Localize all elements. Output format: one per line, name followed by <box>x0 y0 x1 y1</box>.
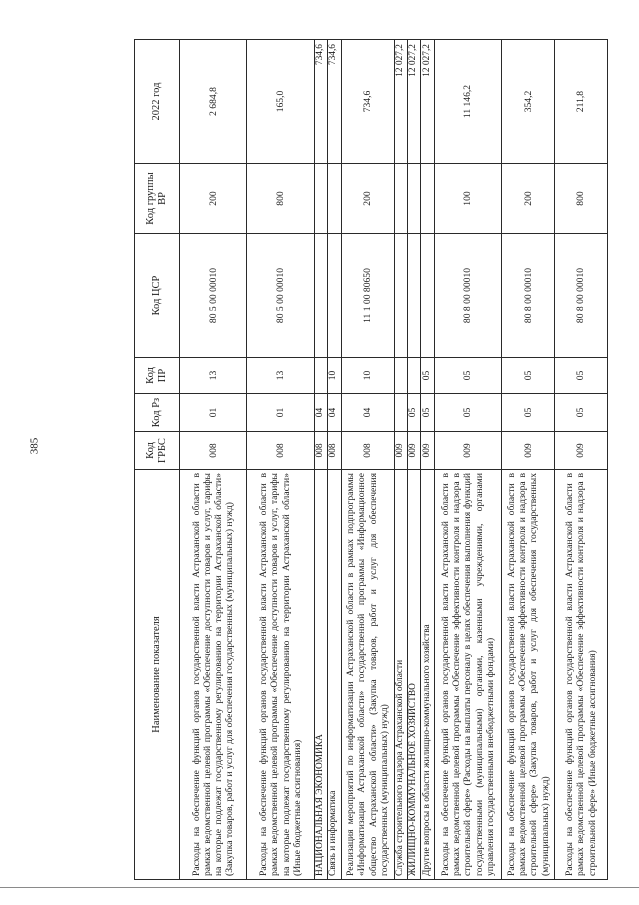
row-pr: 10 <box>328 358 341 394</box>
row-csr <box>407 234 420 358</box>
row-grbs: 009 <box>434 432 501 470</box>
row-name: Связь и информатика <box>328 470 341 880</box>
row-sum: 734,6 <box>341 40 394 164</box>
row-sum: 12 027,2 <box>394 40 407 164</box>
row-name: Расходы на обеспечение функций органов государственной власти Астраханской области в рамках ведомственной целевой программы «Обеспечение эффективности контроля и надзора в строительной сфере» (Расходы на выплаты персоналу в целях обеспечения выполнения функций государственными (муниципальными) органами, казенными учреждениями, органами управления государственными внебюджетными фондами) <box>434 470 501 880</box>
table-row <box>180 40 247 880</box>
row-sum: 354,2 <box>502 40 555 164</box>
row-sum: 211,8 <box>555 40 608 164</box>
row-grbs: 008 <box>328 432 341 470</box>
header-vr: Код группы ВР <box>135 164 180 234</box>
header-csr: Код ЦСР <box>135 234 180 358</box>
row-grbs: 009 <box>421 432 434 470</box>
row-rz: 05 <box>502 394 555 432</box>
row-grbs: 009 <box>407 432 420 470</box>
row-name: Другие вопросы в области жилищно-коммунального хозяйства <box>421 470 434 880</box>
row-csr <box>394 234 407 358</box>
row-pr: 10 <box>341 358 394 394</box>
table-row <box>247 40 314 880</box>
row-vr: 800 <box>555 164 608 234</box>
row-rz: 05 <box>434 394 501 432</box>
row-rz: 04 <box>341 394 394 432</box>
row-grbs: 008 <box>180 432 247 470</box>
row-name: Расходы на обеспечение функций органов государственной власти Астраханской области в рамках ведомственной целевой программы «Обеспечение доступности товаров и услуг, тарифы на которые подлежат государственному регулированию на территории Астраханской области» (Иные бюджетные ассигнования) <box>247 470 314 880</box>
row-grbs: 008 <box>314 432 327 470</box>
row-vr: 800 <box>247 164 314 234</box>
row-sum: 165,0 <box>247 40 314 164</box>
row-rz: 05 <box>421 394 434 432</box>
page-number: 385 <box>28 437 41 455</box>
row-rz <box>394 394 407 432</box>
row-pr: 05 <box>434 358 501 394</box>
header-name: Наименование показателя <box>135 470 180 880</box>
row-vr: 100 <box>434 164 501 234</box>
row-vr <box>421 164 434 234</box>
row-vr <box>314 164 327 234</box>
row-grbs: 009 <box>502 432 555 470</box>
row-sum: 12 027,2 <box>407 40 420 164</box>
row-vr <box>407 164 420 234</box>
header-rz: Код Рз <box>135 394 180 432</box>
row-pr <box>314 358 327 394</box>
table-row <box>434 40 501 880</box>
scan-edge-line <box>0 887 639 888</box>
table-row <box>341 40 394 880</box>
table-row <box>555 40 608 880</box>
budget-table <box>134 39 608 880</box>
row-sum: 11 146,2 <box>434 40 501 164</box>
table-row <box>421 40 434 880</box>
row-name: Расходы на обеспечение функций органов государственной власти Астраханской области в рамках ведомственной целевой программы «Обеспечение эффективности контроля и надзора в строительной сфере» (Иные бюджетные ассигнования) <box>555 470 608 880</box>
table-header-row <box>135 40 180 880</box>
row-name: НАЦИОНАЛЬНАЯ ЭКОНОМИКА <box>314 470 327 880</box>
row-sum: 734,6 <box>314 40 327 164</box>
row-csr: 80 8 00 00010 <box>555 234 608 358</box>
row-name: Служба строительного надзора Астраханской области <box>394 470 407 880</box>
row-sum: 734,6 <box>328 40 341 164</box>
row-pr: 05 <box>502 358 555 394</box>
row-pr <box>394 358 407 394</box>
row-name: Реализация мероприятий по информатизации Астраханской области в рамках подпрограммы «Информатизация Астраханской области» государственной программы «Информационное общество Астраханской области» (Закупка товаров, работ и услуг для обеспечения государственных (муниципальных) нужд) <box>341 470 394 880</box>
table-row <box>394 40 407 880</box>
header-grbs: Код ГРБС <box>135 432 180 470</box>
row-grbs: 008 <box>247 432 314 470</box>
row-name: Расходы на обеспечение функций органов государственной власти Астраханской области в рамках ведомственной целевой программы «Обеспечение эффективности контроля и надзора в строительной сфере» (Закупка товаров, работ и услуг для обеспечения государственных (муниципальных) нужд) <box>502 470 555 880</box>
row-csr: 80 5 00 00010 <box>247 234 314 358</box>
row-csr <box>421 234 434 358</box>
row-pr: 13 <box>180 358 247 394</box>
row-sum: 12 027,2 <box>421 40 434 164</box>
table-row <box>314 40 327 880</box>
table-row <box>407 40 420 880</box>
row-csr: 80 8 00 00010 <box>502 234 555 358</box>
row-pr: 05 <box>555 358 608 394</box>
row-rz: 04 <box>314 394 327 432</box>
row-vr: 200 <box>502 164 555 234</box>
row-grbs: 009 <box>555 432 608 470</box>
row-csr: 80 5 00 00010 <box>180 234 247 358</box>
header-year: 2022 год <box>135 40 180 164</box>
row-sum: 2 684,8 <box>180 40 247 164</box>
row-name: ЖИЛИЩНО-КОММУНАЛЬНОЕ ХОЗЯЙСТВО <box>407 470 420 880</box>
row-csr <box>314 234 327 358</box>
row-vr: 200 <box>341 164 394 234</box>
row-name: Расходы на обеспечение функций органов государственной власти Астраханской области в рамках ведомственной целевой программы «Обеспечение доступности товаров и услуг, тарифы на которые подлежат государственному регулированию на территории Астраханской области» (Закупка товаров, работ и услуг для обеспечения государственных (муниципальных) нужд) <box>180 470 247 880</box>
table-row <box>502 40 555 880</box>
row-rz: 01 <box>247 394 314 432</box>
row-csr <box>328 234 341 358</box>
row-vr <box>328 164 341 234</box>
table-row <box>328 40 341 880</box>
row-csr: 80 8 00 00010 <box>434 234 501 358</box>
row-pr: 05 <box>421 358 434 394</box>
row-vr: 200 <box>180 164 247 234</box>
row-pr <box>407 358 420 394</box>
header-pr: Код ПР <box>135 358 180 394</box>
row-grbs: 008 <box>341 432 394 470</box>
row-rz: 05 <box>407 394 420 432</box>
row-rz: 05 <box>555 394 608 432</box>
row-grbs: 009 <box>394 432 407 470</box>
row-vr <box>394 164 407 234</box>
row-csr: 11 1 00 80650 <box>341 234 394 358</box>
rotated-page-content <box>134 40 608 880</box>
row-rz: 04 <box>328 394 341 432</box>
row-rz: 01 <box>180 394 247 432</box>
row-pr: 13 <box>247 358 314 394</box>
